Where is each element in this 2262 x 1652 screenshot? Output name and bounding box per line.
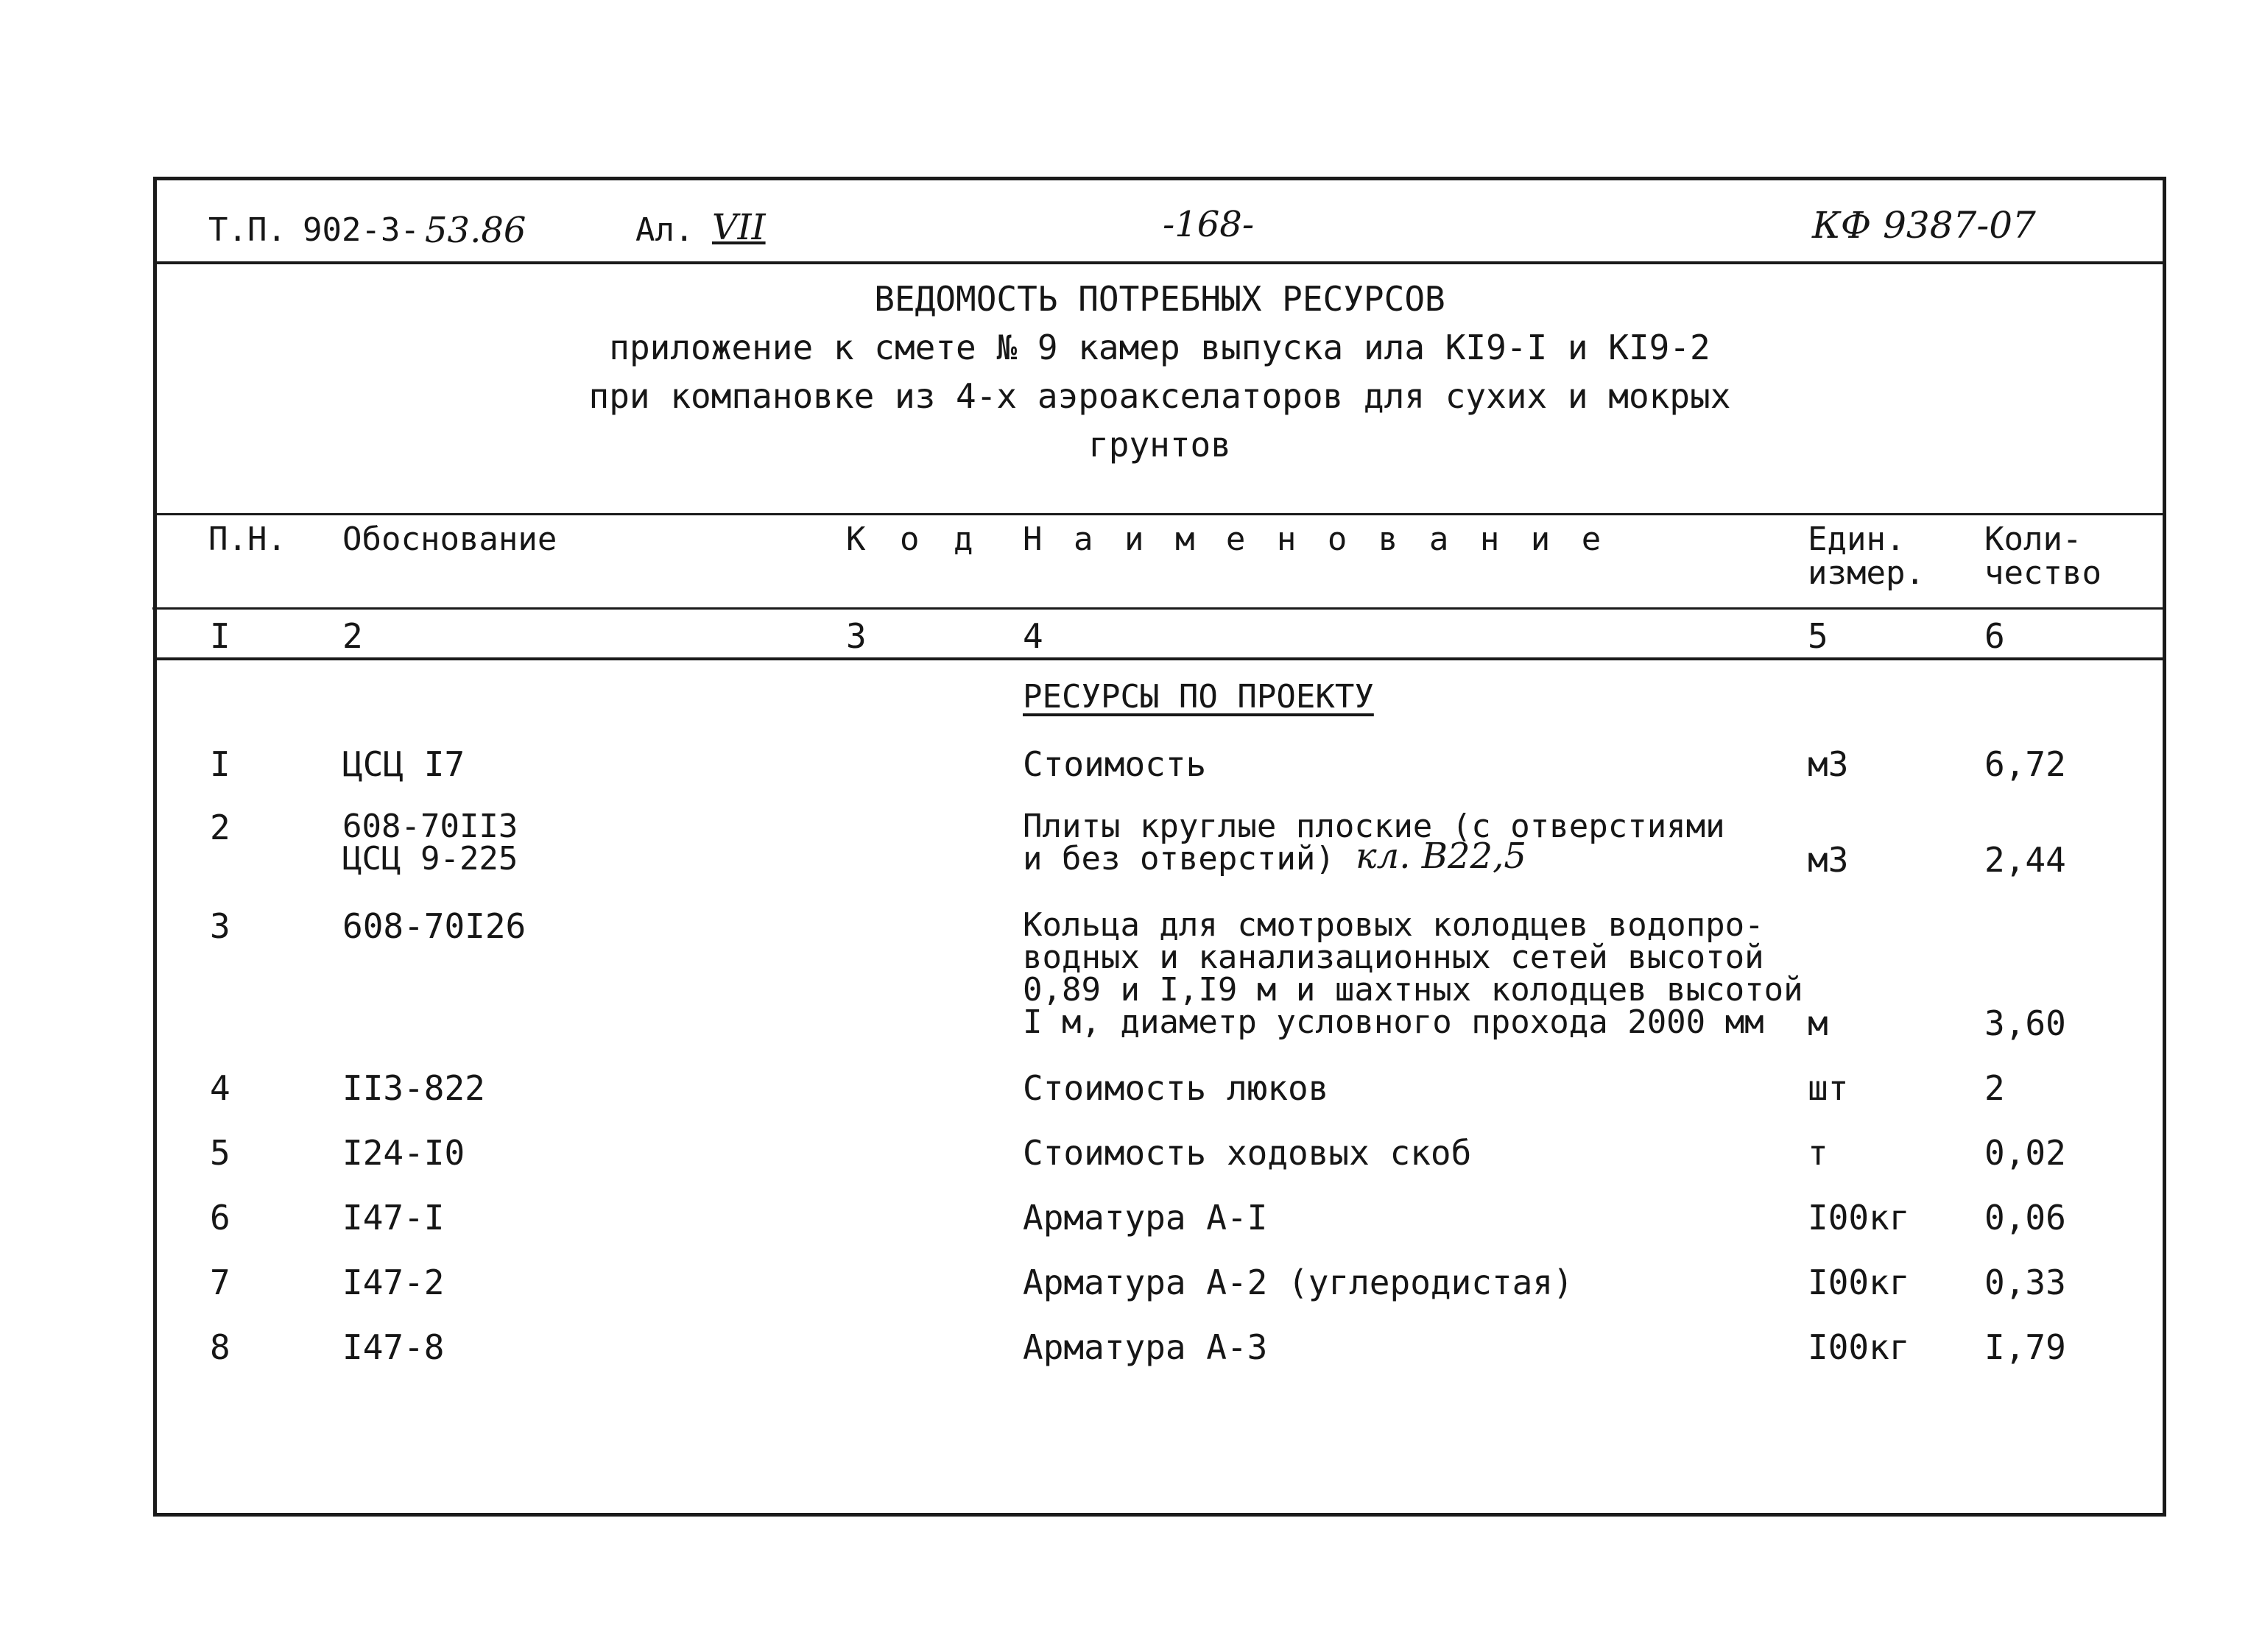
col-head-unit-line-1: Един. — [1808, 520, 1906, 558]
row-name: Арматура А-2 (углеродистая) — [1023, 1263, 1574, 1302]
row-name: Арматура А-3 — [1023, 1327, 1268, 1367]
row-qty: 2,44 — [1984, 840, 2066, 880]
row-pn: 8 — [210, 1327, 230, 1367]
col-head-qty-line-1: Коли- — [1984, 520, 2082, 558]
col-head-pn: П.Н. — [208, 520, 286, 558]
col-number-3: 3 — [846, 616, 867, 656]
col-number-2: 2 — [342, 616, 363, 656]
row-pn: 5 — [210, 1133, 230, 1173]
title-divider — [157, 513, 2163, 515]
row-basis: 608-70I26 — [342, 906, 526, 946]
row-name-line-3: 0,89 и I,I9 м и шахтных колодцев высотой — [1023, 971, 1803, 1009]
col-number-5: 5 — [1808, 616, 1828, 656]
row-name: Арматура А-I — [1023, 1198, 1268, 1238]
row-unit: м3 — [1808, 840, 1849, 880]
row-pn: 7 — [210, 1263, 230, 1302]
tp-label: Т.П. — [208, 211, 286, 249]
row-unit: м — [1808, 1003, 1828, 1043]
row-name-line-4: I м, диаметр условного прохода 2000 мм — [1023, 1003, 1764, 1041]
row-basis: I47-8 — [342, 1327, 445, 1367]
row-basis-line-1: 608-70II3 — [342, 808, 518, 845]
row-qty: 0,33 — [1984, 1263, 2066, 1302]
tp-number: 902-3- — [303, 211, 420, 249]
album-number: VII — [712, 207, 766, 248]
row-pn: 3 — [210, 906, 230, 946]
col-head-basis: Обоснование — [342, 520, 557, 558]
row-name-line-2: и без отверстий) — [1023, 840, 1335, 878]
column-head-divider — [152, 607, 2163, 610]
album-label: Ал. — [635, 211, 694, 249]
row-unit: шт — [1808, 1068, 1849, 1108]
row-basis: I47-2 — [342, 1263, 445, 1302]
page-number: -168- — [1163, 204, 1255, 245]
title-line-1: ВЕДОМОСТЬ ПОТРЕБНЫХ РЕСУРСОВ — [874, 279, 1445, 319]
title-line-2: приложение к смете № 9 камер выпуска ила КI9-I и КI9-2 — [609, 328, 1710, 367]
row-name-line-2: водных и канализационных сетей высотой — [1023, 939, 1764, 976]
col-number-4: 4 — [1023, 616, 1043, 656]
row-basis: II3-822 — [342, 1068, 485, 1108]
row-name-line-1: Кольца для смотровых колодцев водопро- — [1023, 906, 1764, 944]
row-qty: 3,60 — [1984, 1003, 2066, 1043]
document-frame — [153, 177, 2166, 1517]
row-pn: 2 — [210, 808, 230, 847]
row-name: Стоимость — [1023, 744, 1207, 784]
row-unit: м3 — [1808, 744, 1849, 784]
row-qty: I,79 — [1984, 1327, 2066, 1367]
row-basis: ЦСЦ I7 — [342, 744, 465, 784]
row-qty: 0,06 — [1984, 1198, 2066, 1238]
row-pn: 4 — [210, 1068, 230, 1108]
row-basis: I47-I — [342, 1198, 445, 1238]
row-pn: 6 — [210, 1198, 230, 1238]
col-number-1: I — [210, 616, 230, 656]
row-unit: I00кг — [1808, 1263, 1910, 1302]
document-code: КФ 9387-07 — [1812, 204, 2036, 247]
tp-number-handwritten: 53.86 — [425, 210, 526, 251]
section-title: РЕСУРСЫ ПО ПРОЕКТУ — [1023, 678, 1374, 716]
column-number-divider — [157, 657, 2163, 660]
row-unit: I00кг — [1808, 1198, 1910, 1238]
row-name: Стоимость люков — [1023, 1068, 1329, 1108]
row-qty: 2 — [1984, 1068, 2005, 1108]
header-divider — [157, 261, 2163, 264]
col-number-6: 6 — [1984, 616, 2005, 656]
row-unit: I00кг — [1808, 1327, 1910, 1367]
col-head-code: К о д — [846, 520, 981, 558]
title-line-3: при компановке из 4-х аэроакселаторов для сухих и мокрых — [588, 376, 1731, 416]
row-pn: I — [210, 744, 230, 784]
row-qty: 6,72 — [1984, 744, 2066, 784]
row-qty: 0,02 — [1984, 1133, 2066, 1173]
row-basis-line-2: ЦСЦ 9-225 — [342, 840, 518, 878]
row-name-line-1: Плиты круглые плоские (с отверстиями — [1023, 808, 1725, 845]
col-head-qty-line-2: чество — [1984, 554, 2101, 592]
row-unit: т — [1808, 1133, 1828, 1173]
row-name-handwritten-note: кл. В22,5 — [1356, 836, 1526, 877]
col-head-unit-line-2: измер. — [1808, 554, 1925, 592]
title-line-4: грунтов — [1088, 425, 1231, 465]
row-name: Стоимость ходовых скоб — [1023, 1133, 1472, 1173]
col-head-name: Н а и м е н о в а н и е — [1023, 520, 1607, 558]
row-basis: I24-I0 — [342, 1133, 465, 1173]
